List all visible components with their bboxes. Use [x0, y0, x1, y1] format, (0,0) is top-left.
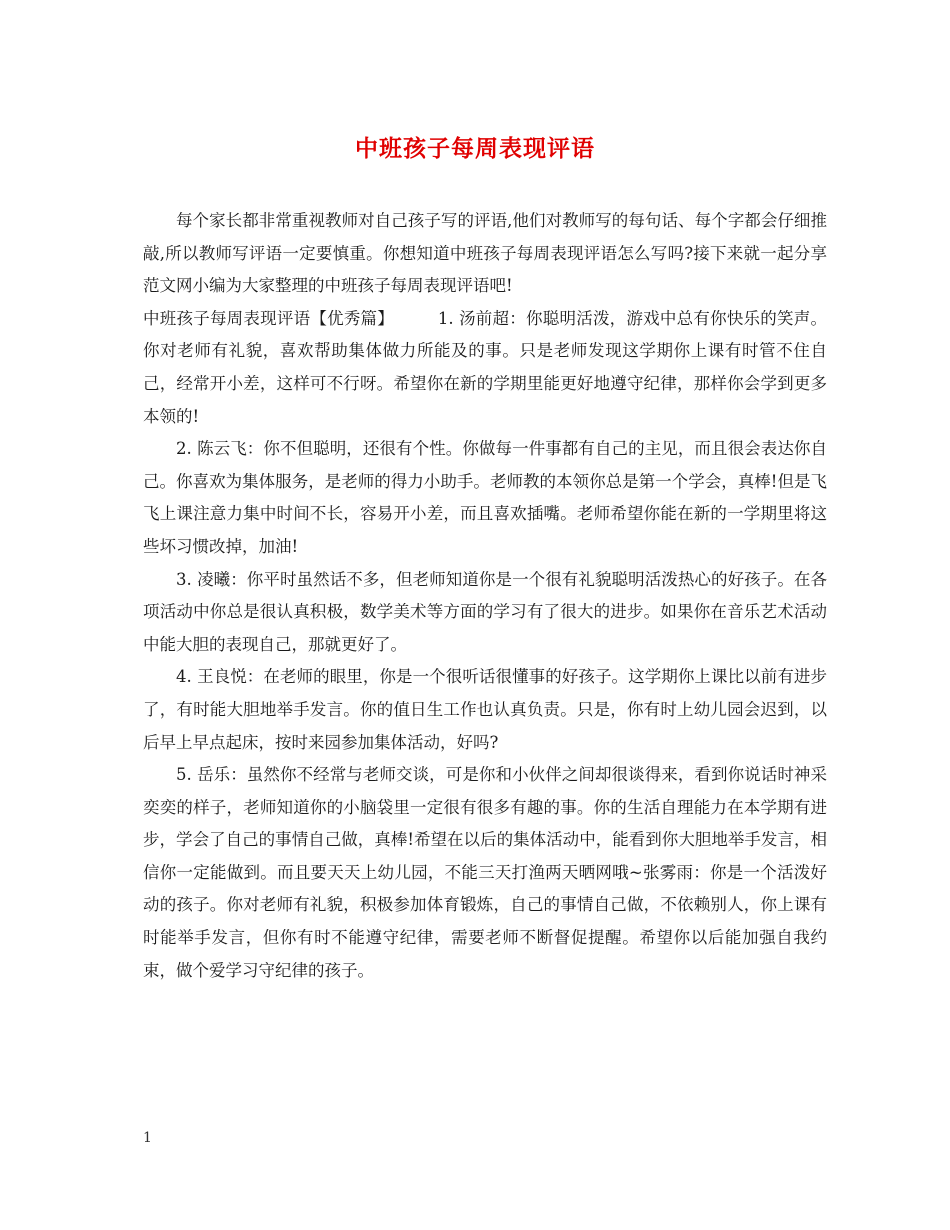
document-body	[143, 205, 827, 987]
paragraph-comment-4: 4. 王良悦：在老师的眼里，你是一个很听话很懂事的好孩子。这学期你上课比以前有进步了，有时能大胆地举手发言。你的值日生工作也认真负责。只是，你有时上幼儿园会迟到，以后早上早点起床，按时来园参加集体活动，好吗?	[143, 667, 827, 752]
paragraph-intro: 每个家长都非常重视教师对自己孩子写的评语,他们对教师写的每句话、每个字都会仔细推敲,所以教师写评语一定要慎重。你想知道中班孩子每周表现评语怎么写吗?接下来就一起分享范文网小编为大家整理的中班孩子每周表现评语吧!	[143, 211, 827, 296]
page-number: 1	[143, 1130, 152, 1146]
paragraph-comment-1: 中班孩子每周表现评语【优秀篇】 1. 汤前超：你聪明活泼，游戏中总有你快乐的笑声。你对老师有礼貌，喜欢帮助集体做力所能及的事。只是老师发现这学期你上课有时管不住自己，经常开小差，这样可不行呀。希望你在新的学期里能更好地遵守纪律，那样你会学到更多本领的!	[143, 308, 827, 426]
page-title: 中班孩子每周表现评语	[355, 135, 595, 162]
paragraph-comment-2: 2. 陈云飞：你不但聪明，还很有个性。你做每一件事都有自己的主见，而且很会表达你自己。你喜欢为集体服务，是老师的得力小助手。老师教的本领你总是第一个学会，真棒!但是飞飞上课注意力集中时间不长，容易开小差，而且喜欢插嘴。老师希望你能在新的一学期里将这些坏习惯改掉，加油!	[143, 439, 827, 556]
paragraph-comment-3: 3. 凌曦：你平时虽然话不多，但老师知道你是一个很有礼貌聪明活泼热心的好孩子。在各项活动中你总是很认真积极，数学美术等方面的学习有了很大的进步。如果你在音乐艺术活动中能大胆的表现自己，那就更好了。	[143, 569, 827, 654]
paragraph-comment-5: 5. 岳乐：虽然你不经常与老师交谈，可是你和小伙伴之间却很谈得来，看到你说话时神采奕奕的样子，老师知道你的小脑袋里一定很有很多有趣的事。你的生活自理能力在本学期有进步，学会了自己的事情自己做，真棒!希望在以后的集体活动中，能看到你大胆地举手发言，相信你一定能做到。而且要天天上幼儿园，不能三天打渔两天晒网哦~张雾雨：你是一个活泼好动的孩子。你对老师有礼貌，积极参加体育锻炼，自己的事情自己做，不依赖别人，你上课有时能举手发言，但你有时不能遵守纪律，需要老师不断督促提醒。希望你以后能加强自我约束，做个爱学习守纪律的孩子。	[143, 765, 827, 980]
